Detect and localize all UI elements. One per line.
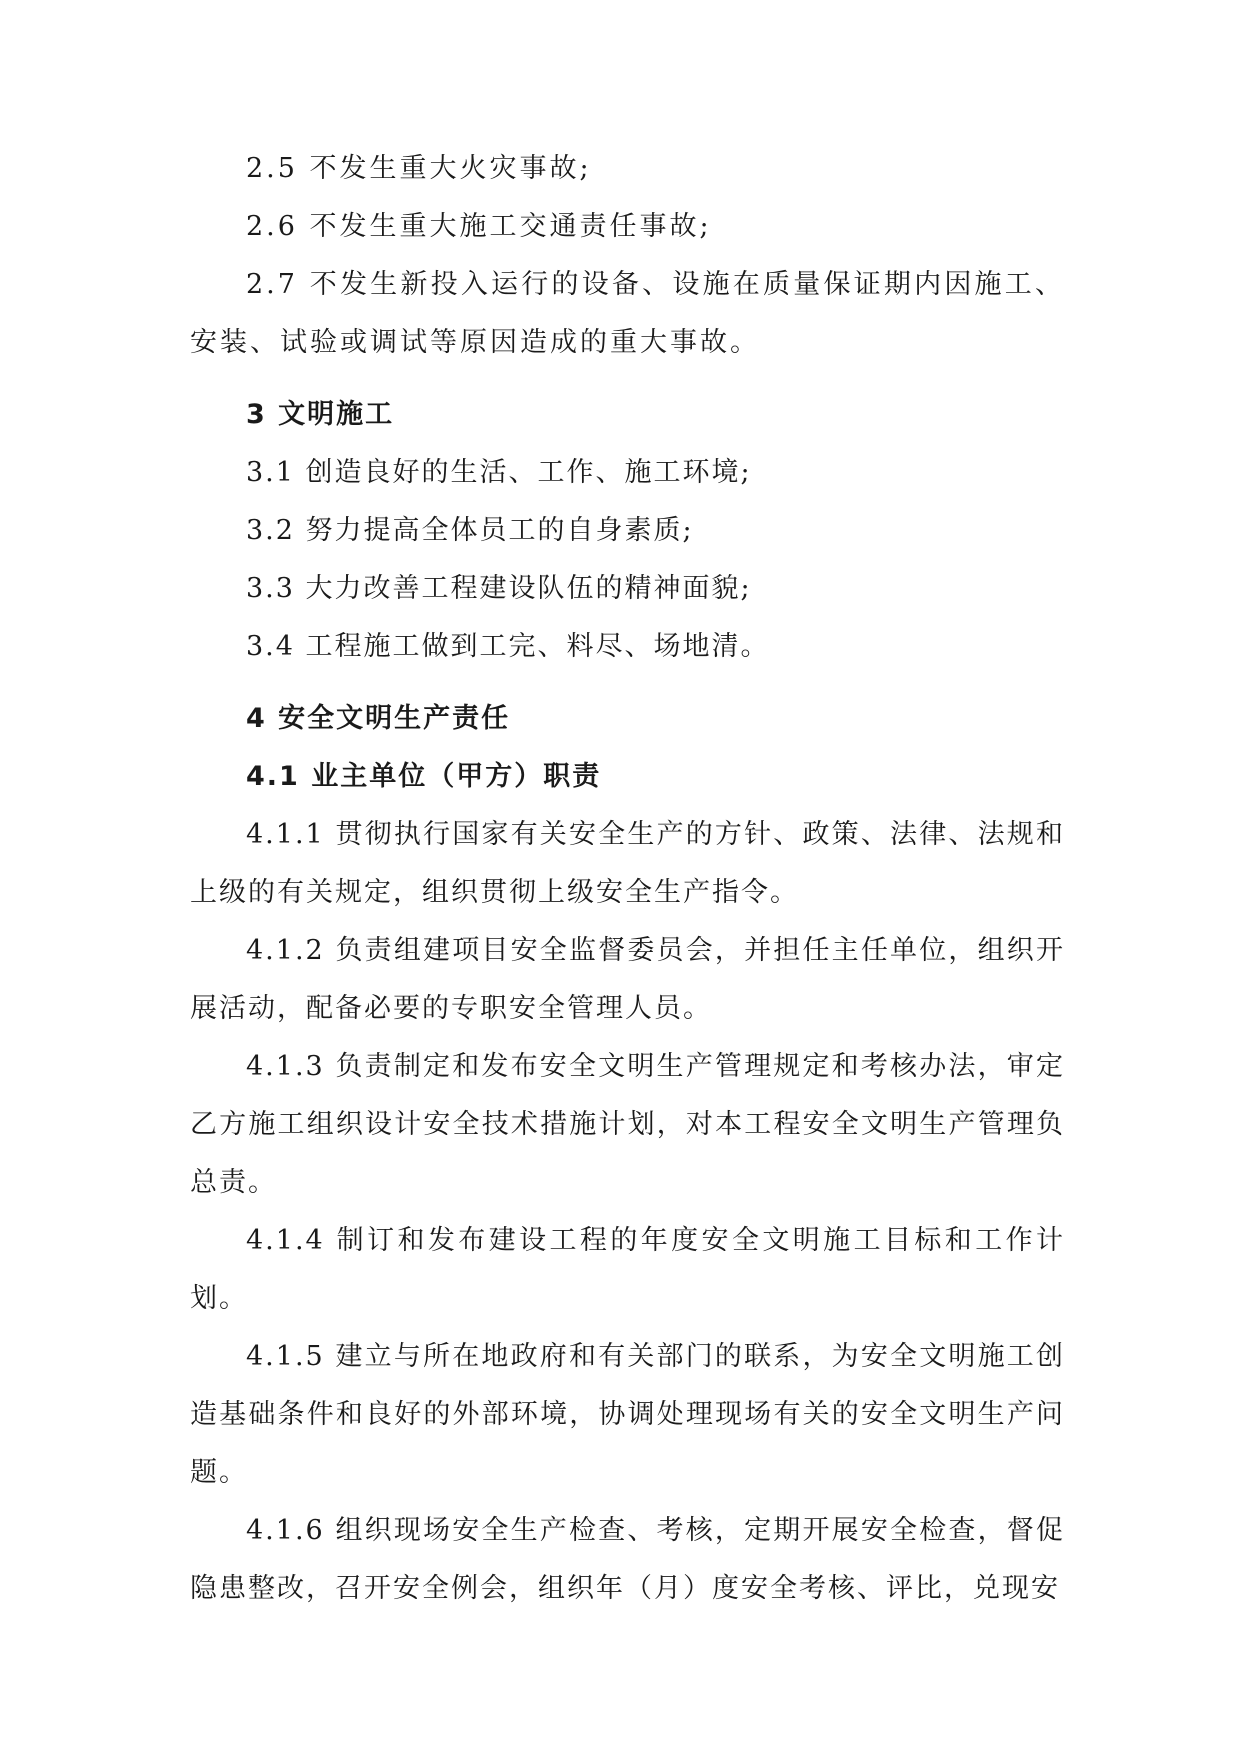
clause-2-6: 2.6 不发生重大施工交通责任事故;	[246, 211, 712, 242]
section-heading-3: 3 文明施工	[246, 399, 395, 430]
clause-3-1: 3.1 创造良好的生活、工作、施工环境;	[246, 457, 752, 488]
clause-2-7: 2.7 不发生新投入运行的设备、设施在质量保证期内因施工、安装、试验或调试等原因造成的重大事故。	[190, 269, 1065, 358]
clause-4-1-6: 4.1.6 组织现场安全生产检查、考核，定期开展安全检查，督促隐患整改，召开安全例会，组织年（月）度安全考核、评比，兑现安	[190, 1515, 1065, 1604]
clause-4-1-1: 4.1.1 贯彻执行国家有关安全生产的方针、政策、法律、法规和上级的有关规定，组织贯彻上级安全生产指令。	[190, 819, 1065, 908]
clause-3-4: 3.4 工程施工做到工完、料尽、场地清。	[246, 631, 770, 662]
clause-4-1-4: 4.1.4 制订和发布建设工程的年度安全文明施工目标和工作计划。	[190, 1225, 1065, 1314]
clause-4-1-3: 4.1.3 负责制定和发布安全文明生产管理规定和考核办法，审定乙方施工组织设计安全技术措施计划，对本工程安全文明生产管理负总责。	[190, 1051, 1065, 1198]
document-page	[190, 140, 1065, 1618]
clause-4-1-2: 4.1.2 负责组建项目安全监督委员会，并担任主任单位，组织开展活动，配备必要的专职安全管理人员。	[190, 935, 1065, 1024]
clause-3-2: 3.2 努力提高全体员工的自身素质;	[246, 515, 694, 546]
subsection-heading-4-1: 4.1 业主单位（甲方）职责	[246, 761, 602, 792]
clause-3-3: 3.3 大力改善工程建设队伍的精神面貌;	[246, 573, 752, 604]
section-heading-4: 4 安全文明生产责任	[246, 703, 511, 734]
clause-2-5: 2.5 不发生重大火灾事故;	[246, 153, 592, 184]
clause-4-1-5: 4.1.5 建立与所在地政府和有关部门的联系，为安全文明施工创造基础条件和良好的外部环境，协调处理现场有关的安全文明生产问题。	[190, 1341, 1065, 1488]
